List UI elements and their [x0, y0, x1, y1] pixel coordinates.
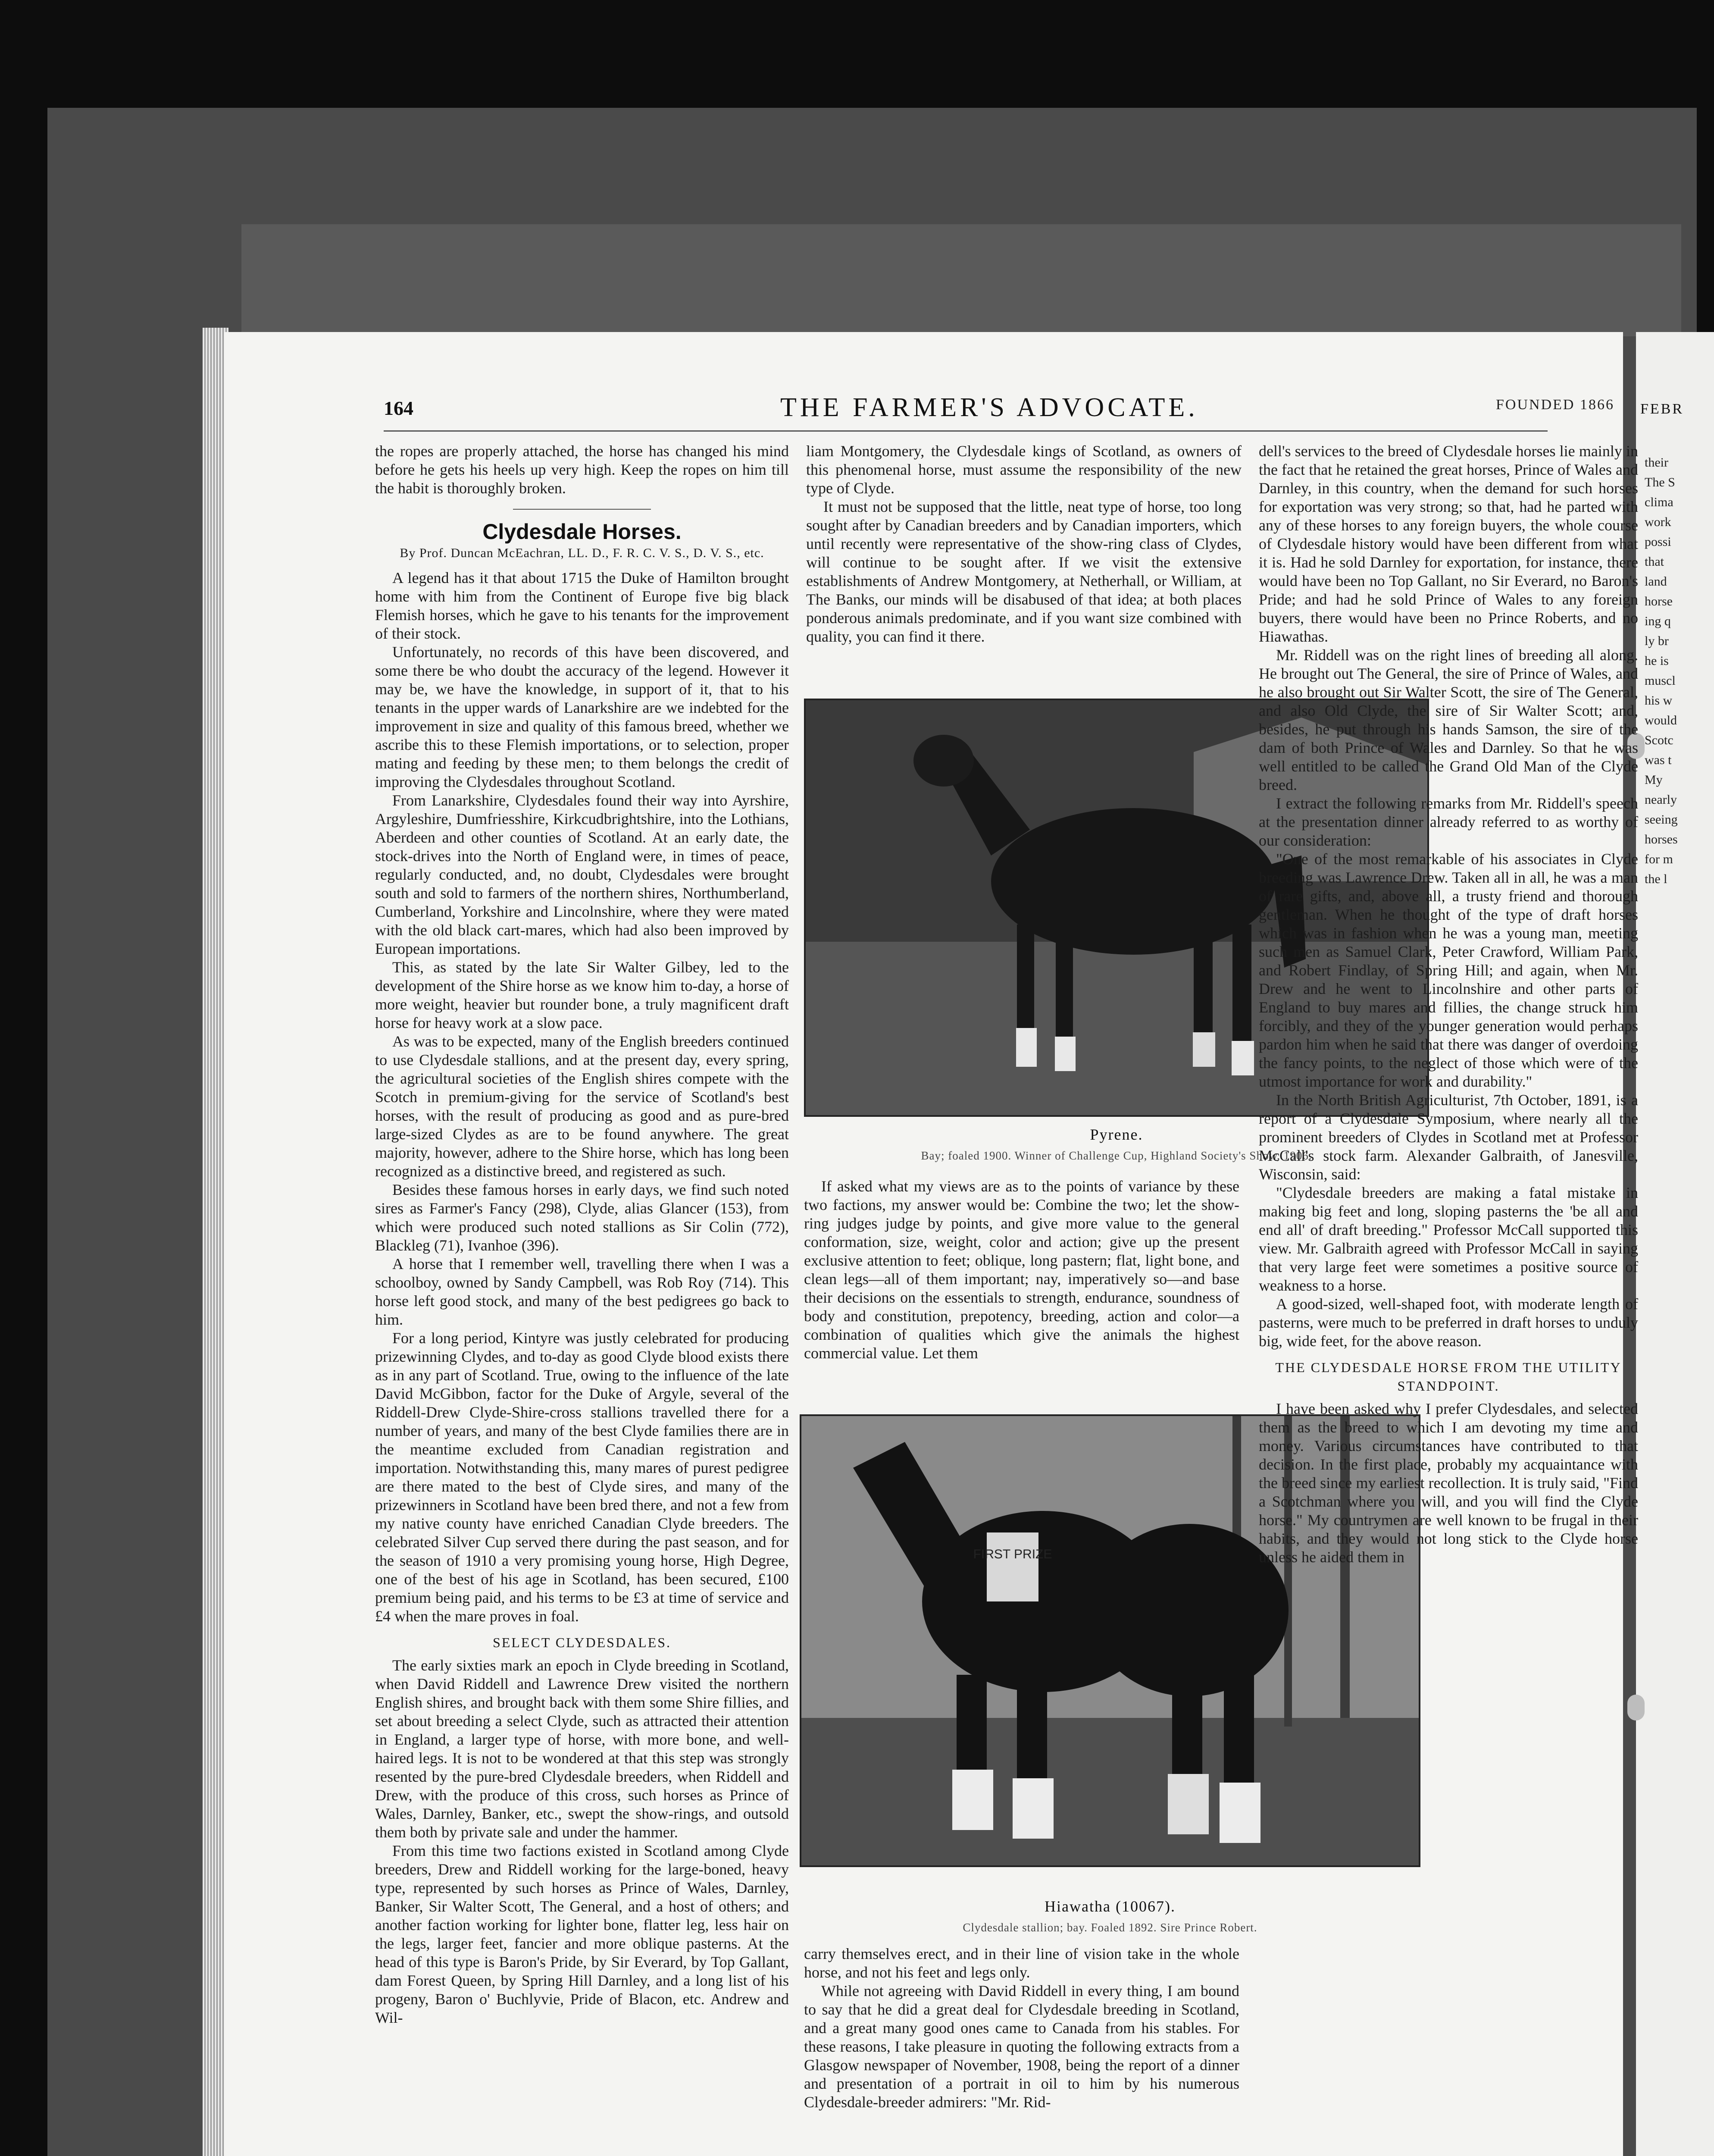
body-paragraph: From Lanarkshire, Clydesdales found their way into Ayrshire, Argyleshire, Dumfriesshire, Kirkcudbrightshire, into the Lothians, Aberdeen and other counties of Scotland. At an early date, the stock-drives into the North of England were, in times of peace, regularly conducted, and, no doubt, Clydesdales were brought south and sold to farmers of the northern shires, Northumberland, Cumberland, Yorkshire and Lincolnshire, where they were mated with the old black cart-mares, which had also been improved by European importations. — [375, 792, 789, 957]
prize-banner-text: FIRST PRIZE — [973, 1547, 1052, 1561]
founded-note: FOUNDED 1866 — [1496, 397, 1614, 413]
facing-page-fragment-line: Scotc — [1645, 733, 1673, 747]
body-paragraph: It must not be supposed that the little, neat type of horse, too long sought after by Canadian breeders and by Canadian importers, which until recently were representative of the show-ring class of Clydes, will continue to be sought after. If we visit the extensive establishments of Andrew Montgomery, at Netherhall, or William, at The Banks, our minds will be disabused of that idea; at both places ponderous animals predominate, and if you want size combined with quality, you can find it there. — [806, 498, 1242, 645]
facing-page-fragment-line: he is — [1645, 654, 1669, 668]
body-paragraph: Mr. Riddell was on the right lines of breeding all along. He brought out The General, the sire of Prince of Wales, and he also brought out Sir Walter Scott, the sire of The General, and also Old Clyde, the sire of Sir Walter Scott; and, besides, he put through his hands Samson, the sire of the dam of both Prince of Wales and Darnley. So that he was well entitled to be called the Grand Old Man of the Clyde breed. — [1259, 646, 1638, 793]
body-paragraph: "Clydesdale breeders are making a fatal mistake in making big feet and long, sloping pasterns the 'be all and end all' of draft breeding." Professor McCall supported this view. Mr. Galbraith agreed with Professor McCall in saying that very large feet were sometimes a positive source of weakness to a horse. — [1259, 1184, 1638, 1294]
facing-page-fragment-line: his w — [1645, 693, 1673, 708]
column-2-middle — [804, 1177, 1239, 1363]
facing-page-fragment-line: My — [1645, 773, 1663, 787]
facing-page-fragment-line: horses — [1645, 832, 1678, 846]
body-paragraph: A good-sized, well-shaped foot, with moderate length of pasterns, were much to be preferred in draft horses to unduly big, wide feet, for the above reason. — [1259, 1295, 1638, 1350]
body-paragraph: Besides these famous horses in early days, we find such noted sires as Farmer's Fancy (298), Clyde, alias Glancer (153), from which were produced such noted stallions as Sir Colin (772), Blackleg (71), Ivanhoe (396). — [375, 1181, 789, 1254]
column-2-top — [806, 442, 1242, 646]
section-subhead: THE CLYDESDALE HORSE FROM THE UTILITY STANDPOINT. — [1275, 1360, 1622, 1394]
facing-page-fragment-line: seeing — [1645, 812, 1678, 827]
facing-page-fragment — [1636, 332, 1714, 2156]
facing-page-fragment-line: The S — [1645, 475, 1675, 489]
facing-page-fragment-line: work — [1645, 515, 1671, 529]
publication-title: THE FARMER'S ADVOCATE. — [780, 393, 1198, 422]
intro-paragraph: the ropes are properly attached, the horse has changed his mind before he gets his heels up very high. Keep the ropes on him till the habit is thoroughly broken. — [375, 442, 789, 497]
body-paragraph: If asked what my views are as to the points of variance by these two factions, my answer would be: Combine the two; let the show-ring judges judge by points, and give more value to the general conformation, size, weight, color and action; give up the present exclusive attention to feet; oblique, long pastern; flat, light bone, and clean legs—all of them important; nay, imperatively so—and base their decisions on the essentials to strength, endurance, soundness of body and constitution, prepotency, breeding, action and color—a combination of qualities which give the animals the highest commercial value. Let them — [804, 1178, 1239, 1362]
facing-page-fragment-line: land — [1645, 574, 1667, 589]
scan-frame-top — [0, 0, 1714, 108]
article-byline: By Prof. Duncan McEachran, LL. D., F. R. C. V. S., D. V. S., etc. — [400, 546, 764, 560]
facing-page-fragment-line: ly br — [1645, 634, 1669, 648]
body-paragraph: This, as stated by the late Sir Walter Gilbey, led to the development of the Shire horse as we know him to-day, a horse of more weight, heavier but rounder bone, a truly magnificent draft horse for heavy work at a slow pace. — [375, 959, 789, 1031]
body-paragraph: I extract the following remarks from Mr. Riddell's speech at the presentation dinner already referred to as worthy of our consideration: — [1259, 795, 1638, 849]
body-paragraph: The early sixties mark an epoch in Clyde breeding in Scotland, when David Riddell and Lawrence Drew visited the northern English shires, and brought back with them some Shire fillies, and set about breeding a select Clyde, such as attracted their attention in England, a larger type of horse, with more bone, and well-haired legs. It is not to be wondered at that this step was strongly resented by the pure-bred Clydesdale breeders, when Riddell and Drew, with the produce of this cross, such horses as Prince of Wales, Darnley, Banker, etc., swept the show-rings, and outsold them both by private sale and under the hammer. — [375, 1657, 789, 1841]
facing-page-fragment-line: would — [1645, 713, 1677, 727]
facing-page-fragment-line: their — [1645, 455, 1668, 470]
body-paragraph: liam Montgomery, the Clydesdale kings of Scotland, as owners of this phenomenal horse, must assume the responsibility of the new type of Clyde. — [806, 442, 1242, 497]
binding-clip — [1627, 1695, 1645, 1720]
facing-page-text — [1645, 453, 1705, 889]
section-divider — [513, 509, 651, 510]
facing-page-fragment-line: clima — [1645, 495, 1673, 509]
facing-page-fragment-line: possi — [1645, 535, 1671, 549]
photo-caption-detail: Clydesdale stallion; bay. Foaled 1892. Sire Prince Robert. — [963, 1921, 1257, 1934]
body-paragraph: A legend has it that about 1715 the Duke of Hamilton brought home with him from the Continent of Europe five big black Flemish horses, which he gave to his tenants for the improvement of their stock. — [375, 569, 789, 642]
magazine-page — [224, 332, 1638, 2156]
facing-page-fragment-line: nearly — [1645, 793, 1677, 807]
facing-page-fragment-line: horse — [1645, 594, 1673, 608]
facing-page-fragment-line: was t — [1645, 753, 1672, 767]
scan-frame-left — [0, 0, 47, 2156]
header-rule — [384, 430, 1548, 432]
article-title: Clydesdale Horses. — [482, 520, 682, 544]
column-1 — [375, 442, 789, 2027]
facing-page-fragment-line: muscl — [1645, 674, 1676, 688]
body-paragraph: While not agreeing with David Riddell in every thing, I am bound to say that he did a great deal for Clydesdale breeding in Scotland, and a great many good ones came to Canada from his stables. For these reasons, I take pleasure in quoting the following extracts from a Glasgow newspaper of November, 1908, being the report of a dinner and presentation of a portrait in oil to him by his numerous Clydesdale-breeder admirers: "Mr. Rid- — [804, 1982, 1239, 2111]
photo-caption-detail: Bay; foaled 1900. Winner of Challenge Cup, Highland Society's Show, 1906. — [921, 1149, 1312, 1162]
body-paragraph: I have been asked why I prefer Clydesdales, and selected them as the breed to which I am devoting my time and money. Various circumstances have contributed to that decision. In the first place, probably my acquaintance with the breed since my earliest recollection. It is truly said, "Find a Scotchman where you will, and you will find the Clyde horse." My countrymen are well known to be frugal in their habits, and they would not long stick to the Clyde horse unless he aided them in — [1259, 1400, 1638, 1566]
facing-page-fragment-line: the l — [1645, 872, 1667, 886]
body-paragraph: From this time two factions existed in Scotland among Clyde breeders, Drew and Riddell working for the large-boned, heavy type, represented by such horses as Prince of Wales, Darnley, Banker, Sir Walter Scott, The General, and a host of others; and another faction working for lighter bone, flatter leg, less hair on the legs, larger feet, fancier and more oblique pasterns. At the head of this type is Baron's Pride, by Sir Everard, by Top Gallant, dam Forest Queen, by Spring Hill Darnley, and a long list of his progeny, Baron o' Buchlyvie, Pride of Blacon, etc. Andrew and Wil- — [375, 1842, 789, 2026]
body-paragraph: carry themselves erect, and in their line of vision take in the whole horse, and not his feet and legs only. — [804, 1945, 1239, 1981]
page-number: 164 — [384, 397, 413, 419]
body-paragraph: For a long period, Kintyre was justly celebrated for producing prizewinning Clydes, and to-day as good Clyde blood exists there as in any part of Scotland. True, owing to the influence of the late David McGibbon, factor for the Duke of Argyle, several of the Riddell-Drew Clyde-Shire-cross stallions travelled there for a number of years, and many of the best Clyde families there are in the meantime excluded from Canadian registration and importation. Notwithstanding this, many mares of purest pedigree are there mated to the best of Clyde sires, and many of the prizewinners in Scotland have been bred there, and not a few from my native county have enriched Canadian Clyde breeders. The celebrated Silver Cup served there during the past season, and for the season of 1910 a very promising young horse, High Degree, one of the best of his age in Scotland, has been secured, £100 premium being paid, and his terms to be £3 at time of service and £4 when the mare proves in foal. — [375, 1329, 789, 1625]
scan-light-band — [241, 224, 1681, 336]
facing-page-fragment-line: that — [1645, 555, 1664, 569]
facing-page-fragment-line: ing q — [1645, 614, 1671, 628]
body-paragraph: As was to be expected, many of the English breeders continued to use Clydesdale stallions, and at the present day, every spring, the agricultural societies of the English shires compete with the Scotch in premium-giving for the service of Scotland's best horses, with the result of producing as good and as pure-bred large-sized Clydes as are to be found anywhere. The great majority, however, adhere to the Shire horse, which has long been recognized as a distinctive breed, and registered as such. — [375, 1033, 789, 1180]
body-paragraph: A horse that I remember well, travelling there when I was a schoolboy, owned by Sandy Campbell, was Rob Roy (714). This horse left good stock, and many of the best pedigrees go back to him. — [375, 1255, 789, 1328]
photo-caption-title: Pyrene. — [1090, 1126, 1143, 1143]
running-head — [224, 332, 1623, 436]
facing-page-header: FEBR — [1640, 401, 1684, 417]
body-paragraph: "One of the most remarkable of his associates in Clyde breeding was Lawrence Drew. Taken all in all, he was a man of rare gifts, and, above all, a trusty friend and thorough gentleman. When he thought of the type of draft horses which was in fashion when he was a young man, meeting such men as Samuel Clark, Peter Crawford, William Park, and Robert Findlay, of Spring Hill; and again, when Mr. Drew and he went to Lincolnshire and other parts of England to buy mares and fillies, the change struck him forcibly, and they of the younger generation would perhaps pardon him when he said that there was danger of overdoing the fancy points, to the neglect of those which were of the utmost importance for work and durability." — [1259, 850, 1638, 1090]
body-paragraph: dell's services to the breed of Clydesdale horses lie mainly in the fact that he retained the great horses, Prince of Wales and Darnley, in this country, when the demand for such horses for exportation was very strong; so that, had he parted with any of these horses to any foreign buyers, the whole course of Clydesdale history would have been different from what it is. Had he sold Darnley for exportation, for instance, there would have been no Top Gallant, no Sir Everard, no Baron's Pride; and had he sold Prince of Wales to any foreign buyers, there would have been no Prince Roberts, and no Hiawathas. — [1259, 442, 1638, 645]
section-subhead: SELECT CLYDESDALES. — [492, 1635, 672, 1650]
facing-page-fragment-line: for m — [1645, 852, 1673, 866]
column-3 — [1259, 442, 1638, 1567]
body-paragraph: Unfortunately, no records of this have been discovered, and some there be who doubt the accuracy of the legend. However it may be, we have the knowledge, in support of it, that to his tenants in the upper wards of Lanarkshire are we indebted for the improvement in size and quality of this famous breed, whether we ascribe this to these Flemish importations, or to selection, proper mating and feeding by these men; to them belongs the credit of improving the Clydesdales throughout Scotland. — [375, 643, 789, 790]
body-paragraph: In the North British Agriculturist, 7th October, 1891, is a report of a Clydesdale Symposium, where nearly all the prominent breeders of Clydes in Scotland met at Professor McCall's stock farm. Alexander Galbraith, of Janesville, Wisconsin, said: — [1259, 1091, 1638, 1183]
photo-caption-title: Hiawatha (10067). — [1045, 1898, 1176, 1915]
column-2-bottom — [804, 1945, 1239, 2112]
